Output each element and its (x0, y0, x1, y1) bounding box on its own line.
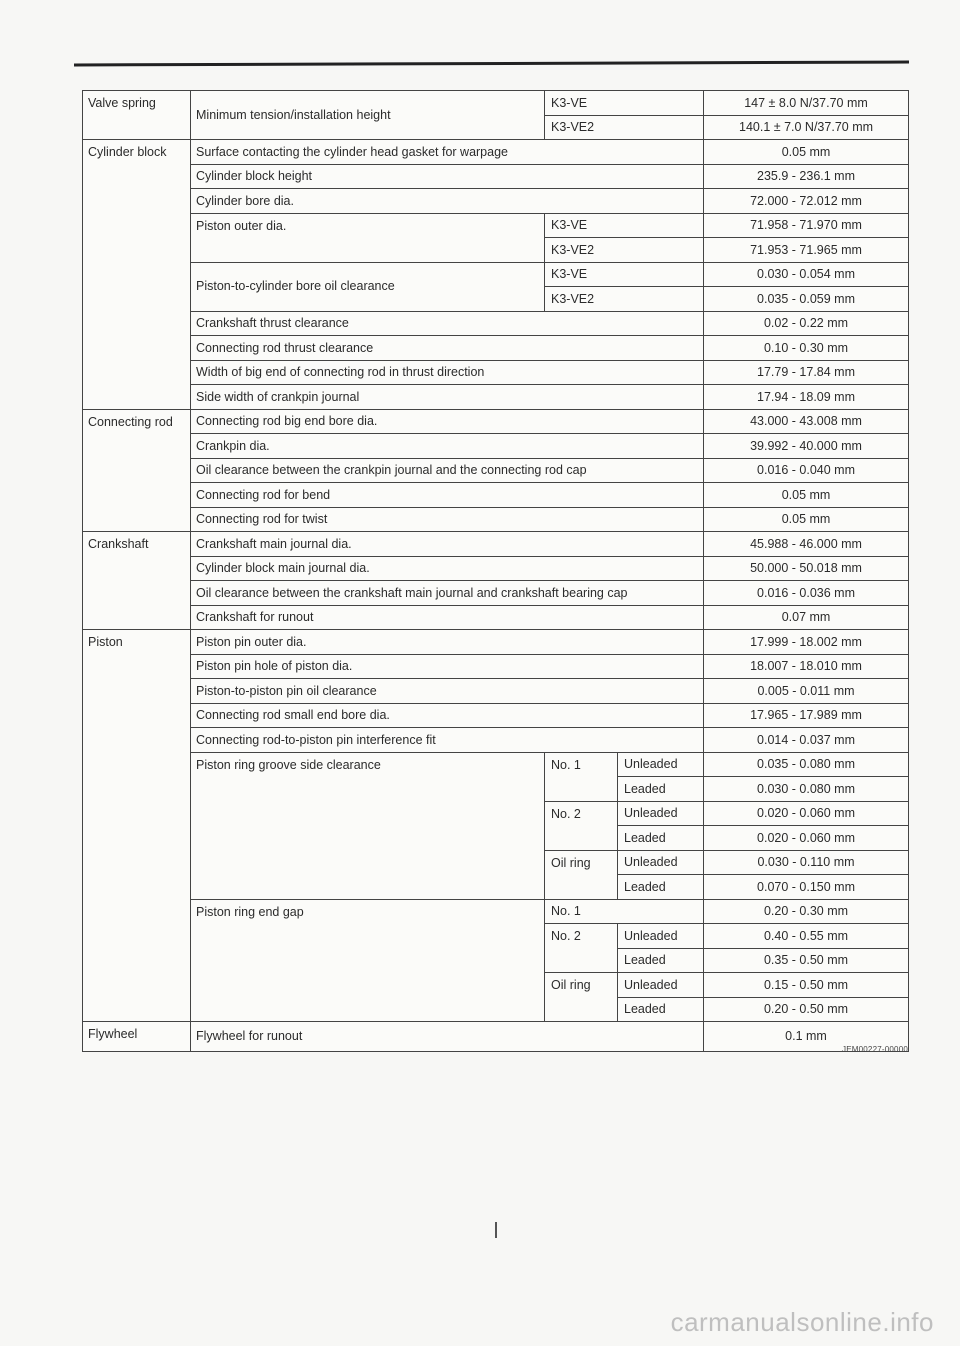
table-row (83, 1022, 909, 1052)
table-row (83, 336, 909, 361)
table-row (83, 213, 909, 238)
item-cell: Crankshaft main journal dia. (191, 532, 704, 557)
table-row (83, 605, 909, 630)
value-cell: 0.20 - 0.30 mm (704, 899, 909, 924)
spec-table (82, 90, 909, 1052)
value-cell: 17.965 - 17.989 mm (704, 703, 909, 728)
table-row (83, 899, 909, 924)
value-cell: 0.016 - 0.036 mm (704, 581, 909, 606)
ring-cell: Oil ring (545, 850, 618, 899)
value-cell: 140.1 ± 7.0 N/37.70 mm (704, 115, 909, 140)
value-cell: 71.958 - 71.970 mm (704, 213, 909, 238)
fuel-cell: Unleaded (618, 924, 704, 949)
item-cell: Connecting rod for twist (191, 507, 704, 532)
item-cell: Piston pin hole of piston dia. (191, 654, 704, 679)
item-cell: Connecting rod thrust clearance (191, 336, 704, 361)
value-cell: 0.05 mm (704, 507, 909, 532)
value-cell: 0.15 - 0.50 mm (704, 973, 909, 998)
value-cell: 0.030 - 0.110 mm (704, 850, 909, 875)
table-row (83, 581, 909, 606)
value-cell: 0.05 mm (704, 140, 909, 165)
table-row (83, 752, 909, 777)
variant-cell: K3-VE2 (545, 287, 704, 312)
ring-cell: No. 2 (545, 801, 618, 850)
value-cell: 0.014 - 0.037 mm (704, 728, 909, 753)
value-cell: 0.020 - 0.060 mm (704, 801, 909, 826)
item-cell: Piston ring end gap (191, 899, 545, 1022)
value-cell: 17.999 - 18.002 mm (704, 630, 909, 655)
item-cell: Piston ring groove side clearance (191, 752, 545, 899)
item-cell: Crankpin dia. (191, 434, 704, 459)
value-cell: 0.35 - 0.50 mm (704, 948, 909, 973)
value-cell: 0.20 - 0.50 mm (704, 997, 909, 1022)
table-row (83, 483, 909, 508)
fuel-cell: Unleaded (618, 752, 704, 777)
item-cell: Width of big end of connecting rod in thrust direction (191, 360, 704, 385)
table-row (83, 189, 909, 214)
item-cell: Flywheel for runout (191, 1022, 704, 1052)
table-row (83, 507, 909, 532)
fuel-cell: Unleaded (618, 973, 704, 998)
value-cell: 50.000 - 50.018 mm (704, 556, 909, 581)
item-cell: Connecting rod big end bore dia. (191, 409, 704, 434)
value-cell: 43.000 - 43.008 mm (704, 409, 909, 434)
fuel-cell: Leaded (618, 948, 704, 973)
value-cell: 0.10 - 0.30 mm (704, 336, 909, 361)
item-cell: Cylinder block height (191, 164, 704, 189)
fuel-cell: Leaded (618, 777, 704, 802)
variant-cell: K3-VE (545, 213, 704, 238)
value-cell: 235.9 - 236.1 mm (704, 164, 909, 189)
ring-cell: Oil ring (545, 973, 618, 1022)
value-cell: 17.79 - 17.84 mm (704, 360, 909, 385)
item-cell: Piston outer dia. (191, 213, 545, 262)
table-row (83, 434, 909, 459)
table-row (83, 654, 909, 679)
watermark-text: carmanualsonline.info (670, 1307, 934, 1337)
item-cell: Connecting rod for bend (191, 483, 704, 508)
table-row (83, 703, 909, 728)
item-cell: Surface contacting the cylinder head gasket for warpage (191, 140, 704, 165)
table-row (83, 385, 909, 410)
fuel-cell: Leaded (618, 826, 704, 851)
item-cell: Crankshaft for runout (191, 605, 704, 630)
table-row (83, 556, 909, 581)
value-cell: 147 ± 8.0 N/37.70 mm (704, 91, 909, 116)
value-cell: 0.030 - 0.054 mm (704, 262, 909, 287)
item-cell: Oil clearance between the crankpin journal and the connecting rod cap (191, 458, 704, 483)
table-row (83, 728, 909, 753)
fuel-cell: Leaded (618, 997, 704, 1022)
variant-cell: K3-VE2 (545, 238, 704, 263)
table-row (83, 409, 909, 434)
value-cell: 0.02 - 0.22 mm (704, 311, 909, 336)
item-cell: Piston-to-cylinder bore oil clearance (191, 262, 545, 311)
value-cell: 0.40 - 0.55 mm (704, 924, 909, 949)
table-row (83, 164, 909, 189)
value-cell: 0.070 - 0.150 mm (704, 875, 909, 900)
ring-cell: No. 2 (545, 924, 618, 973)
item-cell: Crankshaft thrust clearance (191, 311, 704, 336)
category-cell: Cylinder block (83, 140, 191, 410)
table-row (83, 360, 909, 385)
variant-cell: K3-VE (545, 262, 704, 287)
variant-cell: K3-VE (545, 91, 704, 116)
fuel-cell: Unleaded (618, 801, 704, 826)
value-cell: 0.035 - 0.059 mm (704, 287, 909, 312)
value-cell: 18.007 - 18.010 mm (704, 654, 909, 679)
table-row (83, 311, 909, 336)
table-row (83, 630, 909, 655)
value-cell: 71.953 - 71.965 mm (704, 238, 909, 263)
value-cell: 0.005 - 0.011 mm (704, 679, 909, 704)
category-cell: Connecting rod (83, 409, 191, 532)
table-row (83, 140, 909, 165)
top-rule (74, 61, 909, 67)
value-cell: 17.94 - 18.09 mm (704, 385, 909, 410)
table-row (83, 679, 909, 704)
category-cell: Piston (83, 630, 191, 1022)
variant-cell: K3-VE2 (545, 115, 704, 140)
fuel-cell: Leaded (618, 875, 704, 900)
item-cell: Cylinder block main journal dia. (191, 556, 704, 581)
table-row (83, 262, 909, 287)
item-cell: Connecting rod small end bore dia. (191, 703, 704, 728)
page-mark (495, 1222, 497, 1238)
value-cell: 72.000 - 72.012 mm (704, 189, 909, 214)
value-cell: 0.035 - 0.080 mm (704, 752, 909, 777)
item-cell: Side width of crankpin journal (191, 385, 704, 410)
category-cell: Crankshaft (83, 532, 191, 630)
value-cell: 0.07 mm (704, 605, 909, 630)
value-cell: 39.992 - 40.000 mm (704, 434, 909, 459)
category-cell: Flywheel (83, 1022, 191, 1052)
fuel-cell: Unleaded (618, 850, 704, 875)
item-cell: Cylinder bore dia. (191, 189, 704, 214)
table-row (83, 532, 909, 557)
item-cell: Piston pin outer dia. (191, 630, 704, 655)
value-cell: 45.988 - 46.000 mm (704, 532, 909, 557)
item-cell: Minimum tension/installation height (191, 91, 545, 140)
ring-cell: No. 1 (545, 752, 618, 801)
value-cell: 0.05 mm (704, 483, 909, 508)
item-cell: Oil clearance between the crankshaft main journal and crankshaft bearing cap (191, 581, 704, 606)
value-cell: 0.030 - 0.080 mm (704, 777, 909, 802)
value-cell: 0.1 mm (704, 1022, 909, 1052)
value-cell: 0.016 - 0.040 mm (704, 458, 909, 483)
table-row (83, 91, 909, 116)
item-cell: Connecting rod-to-piston pin interference fit (191, 728, 704, 753)
document-code: JEM00227-00000 (842, 1045, 908, 1054)
category-cell: Valve spring (83, 91, 191, 140)
item-cell: Piston-to-piston pin oil clearance (191, 679, 704, 704)
table-row (83, 458, 909, 483)
ring-cell: No. 1 (545, 899, 704, 924)
value-cell: 0.020 - 0.060 mm (704, 826, 909, 851)
